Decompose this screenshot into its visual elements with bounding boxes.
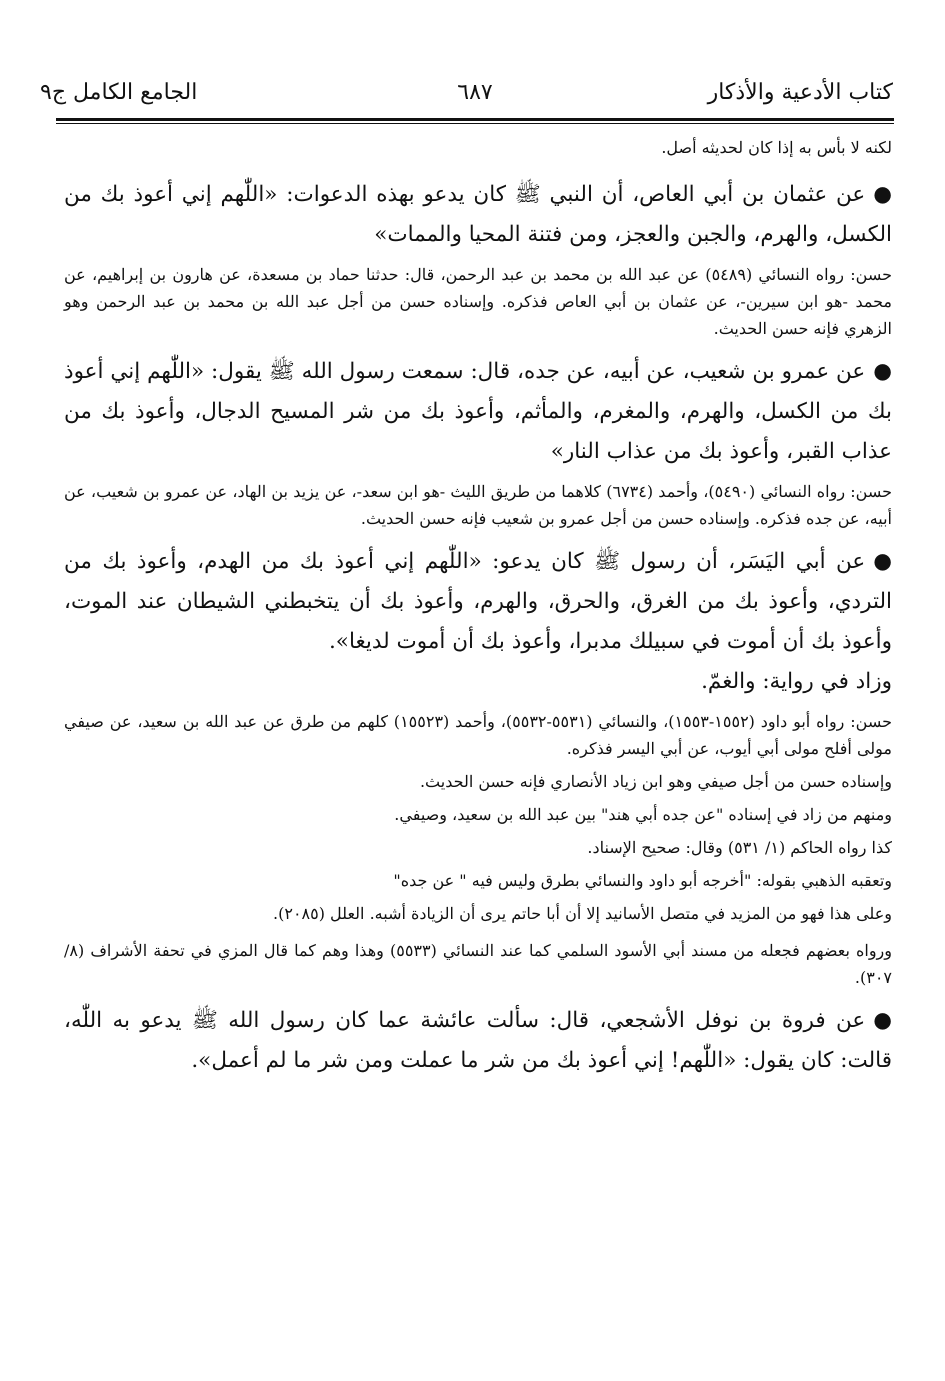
bullet-icon: ● [873,1008,892,1033]
takhrij-text: حسن: رواه أبو داود (١٥٥٢-١٥٥٣)، والنسائي (٥٥٣١-٥٥٣٢)، وأحمد (١٥٥٢٣) كلهم من طرق عن عبد الله بن سعيد، عن صيفي مولى أفلح مولى أبي أيوب، عن أبي اليسر فذكره. [64,712,893,758]
page-body [64,134,892,1081]
riwaya-addition [64,662,892,702]
bullet-icon: ● [873,359,892,384]
note-text: ورواه بعضهم فجعله من مسند أبي الأسود السلمي كما عند النسائي (٥٥٣٣) وهذا وهم كما قال المزي في تحفة الأشراف (٨/ ٣٠٧). [64,941,892,987]
header-book-title: كتاب الأدعية والأذكار [707,80,893,105]
hadith-text: عن أبي اليَسَر، أن رسول ﷺ كان يدعو: «اللّٰهم إني أعوذ بك من الهدم، وأعوذ بك من التردي، وأعوذ بك من الغرق، والحرق، والهرم، وأعوذ بك أن يتخبطني الشيطان عند الموت، وأعوذ بك أن أموت في سبيلك مدبرا، وأعوذ بك أن أموت لديغا». [64,549,892,654]
takhrij-text: حسن: رواه النسائي (٥٤٨٩) عن عبد الله بن محمد بن عبد الرحمن، قال: حدثنا حماد بن مسعدة، عن هارون بن إبراهيم، عن محمد -هو ابن سيرين-، عن عثمان بن أبي العاص فذكره. وإسناده حسن من أجل عبد الله بن محمد بن عبد الرحمن وهو الزهري فإنه حسن الحديث. [64,265,892,338]
riwaya-text: وزاد في رواية: والغمّ. [701,669,892,694]
bullet-icon: ● [873,182,892,207]
note-isnad [64,768,892,795]
takhrij-amr [64,478,892,532]
header-rule-thick [56,118,894,121]
note-text: وتعقبه الذهبي بقوله: "أخرجه أبو داود والنسائي بطرق وليس فيه " عن جده" [393,871,892,890]
paragraph-continuation [64,134,892,161]
hadith-text: عن فروة بن نوفل الأشجعي، قال: سألت عائشة عما كان رسول الله ﷺ يدعو به اللّٰه، قالت: كان يقول: «اللّٰهم! إني أعوذ بك من شر ما عملت ومن شر ما لم أعمل». [64,1008,892,1073]
note-text: ومنهم من زاد في إسناده "عن جده أبي هند" بين عبد الله بن سعيد، وصيفي. [394,805,892,824]
note-mazid [64,900,892,927]
hadith-amr [64,352,892,472]
paragraph-text: لكنه لا بأس به إذا كان لحديثه أصل. [661,138,892,157]
hadith-uthman [64,175,892,255]
takhrij-uthman [64,261,892,342]
note-text: وعلى هذا فهو من المزيد في متصل الأسانيد إلا أن أبا حاتم يرى أن الزيادة أشبه. العلل (٢٠٨٥). [273,904,892,923]
hadith-abu-alyasar [64,542,892,662]
hadith-text: عن عمرو بن شعيب، عن أبيه، عن جده، قال: سمعت رسول الله ﷺ يقول: «اللّٰهم إني أعوذ بك من الكسل، والهرم، والمغرم، والمأثم، وأعوذ بك من شر المسيح الدجال، وأعوذ بك من عذاب القبر، وأعوذ بك من عذاب النار» [64,359,892,464]
note-ziyada [64,801,892,828]
header-rule-thin [56,123,894,124]
header-page-number: ٦٨٧ [457,80,493,105]
note-mizzi [64,937,892,991]
takhrij-abu-alyasar [64,708,892,762]
hadith-text: عن عثمان بن أبي العاص، أن النبي ﷺ كان يدعو بهذه الدعوات: «اللّٰهم إني أعوذ بك من الكسل، والهرم، والجبن والعجز، ومن فتنة المحيا والممات» [64,182,892,247]
takhrij-text: حسن: رواه النسائي (٥٤٩٠)، وأحمد (٦٧٣٤) كلاهما من طريق الليث -هو ابن سعد-، عن يزيد بن الهاد، عن عمرو بن شعيب، عن أبيه، عن جده فذكره. وإسناده حسن من أجل عمرو بن شعيب فإنه حسن الحديث. [64,482,892,528]
hadith-farwa [64,1001,892,1081]
note-text: وإسناده حسن من أجل صيفي وهو ابن زياد الأنصاري فإنه حسن الحديث. [419,772,892,791]
header-volume: الجامع الكامل ج٩ [40,80,198,105]
note-text: كذا رواه الحاكم (١/ ٥٣١) وقال: صحيح الإسناد. [587,838,892,857]
note-dhahabi [64,867,892,894]
bullet-icon: ● [873,549,892,574]
note-hakim [64,834,892,861]
